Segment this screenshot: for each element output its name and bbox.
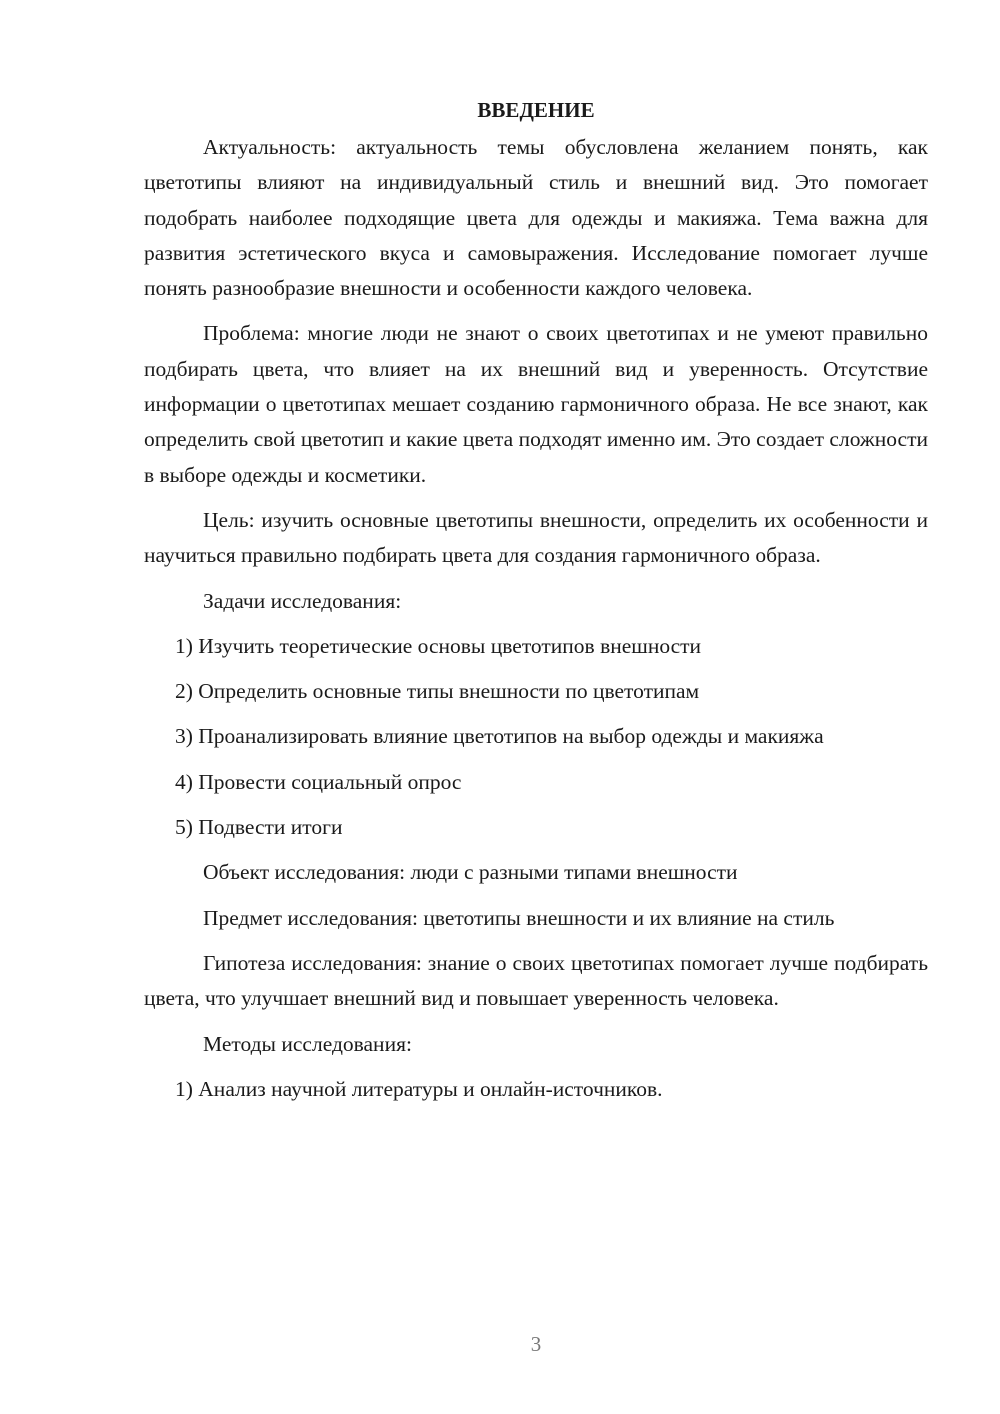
page-number: 3 [530, 1332, 542, 1356]
relevance-paragraph: Актуальность: актуальность темы обусловлена желанием понять, как цветотипы влияют на индивидуальный стиль и внешний вид. Это помогает подобрать наиболее подходящие цвета для одежды и макияжа. Тема важна для развития эстетического вкуса и самовыражения. Исследование помогает лучше понять разнообразие внешности и особенности каждого человека. [144, 135, 928, 301]
hypothesis-paragraph: Гипотеза исследования: знание о своих цветотипах помогает лучше подбирать цвета, что улучшает внешний вид и повышает уверенность человека. [144, 950, 928, 1011]
goal-paragraph: Цель: изучить основные цветотипы внешности, определить их особенности и научиться правильно подбирать цвета для создания гармоничного образа. [144, 507, 928, 568]
task-item-2: 2) Определить основные типы внешности по цветотипам [175, 679, 700, 704]
object-paragraph: Объект исследования: люди с разными типами внешности [203, 860, 738, 885]
method-item-1: 1) Анализ научной литературы и онлайн-источников. [175, 1076, 663, 1101]
subject-paragraph: Предмет исследования: цветотипы внешности и их влияние на стиль [203, 905, 835, 930]
task-item-1: 1) Изучить теоретические основы цветотипов внешности [175, 633, 702, 658]
task-item-3: 3) Проанализировать влияние цветотипов на выбор одежды и макияжа [175, 724, 824, 749]
document-page [144, 92, 928, 1117]
problem-paragraph: Проблема: многие люди не знают о своих цветотипах и не умеют правильно подбирать цвета, что влияет на их внешний вид и уверенность. Отсутствие информации о цветотипах мешает созданию гармоничного образа. Не все знают, как определить свой цветотип и какие цвета подходят именно им. Это создает сложности в выборе одежды и косметики. [144, 321, 928, 487]
task-item-4: 4) Провести социальный опрос [175, 769, 462, 794]
section-title: ВВЕДЕНИЕ [477, 98, 595, 122]
task-item-5: 5) Подвести итоги [175, 815, 343, 840]
tasks-heading: Задачи исследования: [203, 588, 402, 613]
methods-heading: Методы исследования: [203, 1031, 412, 1056]
